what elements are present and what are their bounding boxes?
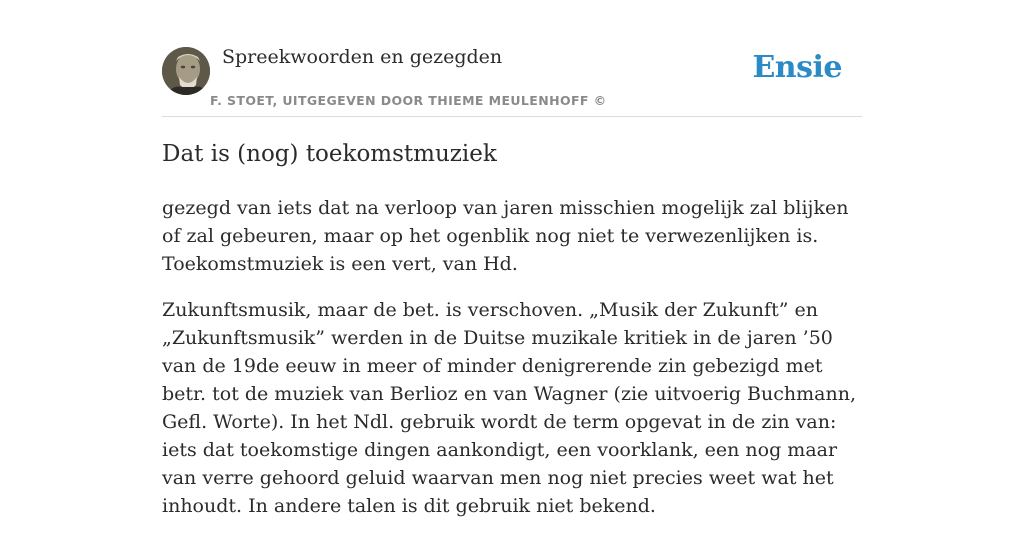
entry-paragraph-1: gezegd van iets dat na verloop van jaren misschien mogelijk zal blijken of zal gebeuren, maar op het ogenblik nog niet te verwezenlijken is. Toekomstmuziek is een vert, van Hd. [162,197,849,275]
portrait-image [162,47,210,95]
entry-body [162,194,862,538]
source-attribution: F. STOET, UITGEGEVEN DOOR THIEME MEULENHOFF © [210,93,607,108]
entry-paragraph-2: Zukunftsmusik, maar de bet. is verschoven. „Musik der Zukunft” en „Zukunftsmusik” werden in de Duitse muzikale kritiek in de jaren ’50 van de 19de eeuw in meer of minder denigrerende zin gebezigd met betr. tot de muziek van Berlioz en van Wagner (zie uitvoerig Buchmann, Gefl. Worte). In het Ndl. gebruik wordt de term opgevat in de zin van: iets dat toekomstige dingen aankondigt, een voorklank, een nog maar van verre gehoord geluid waarvan men nog niet precies weet wat het inhoudt. In andere talen is dit gebruik niet bekend. [162,299,856,517]
ensie-logo-link[interactable]: Ensie [752,50,842,85]
page [162,0,862,517]
entry-title: Dat is (nog) toekomstmuziek [162,141,497,167]
author-avatar [162,47,210,95]
source-header [162,0,862,117]
source-title[interactable]: Spreekwoorden en gezegden [222,46,503,68]
